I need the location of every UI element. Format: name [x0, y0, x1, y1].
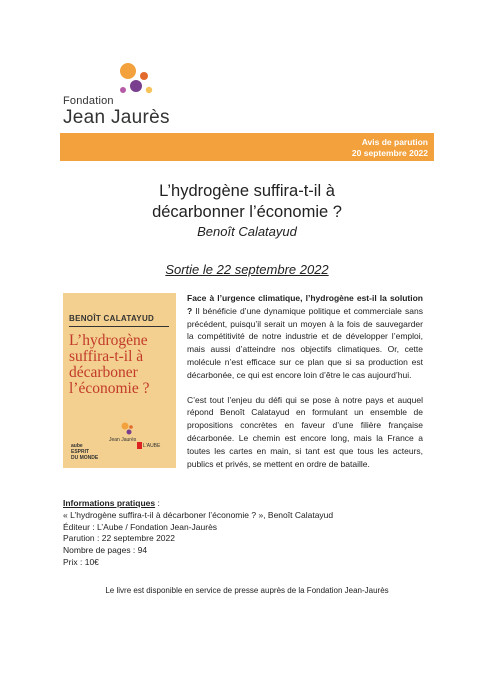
info-pages-line: Nombre de pages : 94	[63, 545, 148, 556]
book-cover	[63, 293, 176, 468]
cover-publisher: L'AUBE	[143, 443, 161, 449]
description-paragraph-1	[187, 292, 423, 382]
notice-label: Avis de parution	[361, 137, 428, 147]
info-heading-colon: :	[155, 498, 160, 508]
cover-title: L’hydrogène suffira-t-il à décarboner l’économie ?	[69, 332, 150, 397]
cover-author: BENOÎT CALATAYUD	[69, 314, 155, 323]
description-paragraph-2: C’est tout l’enjeu du défi qui se pose à notre pays et auquel répond Benoît Calatayud en formulant un ensemble de propositions concrètes en faveur d’une filière française décarbonée. Le chemin est encore long, mais la France a toutes les cartes en main, si tant est que tous les acteurs, publics et privés, se mettent en ordre de bataille.	[187, 394, 423, 469]
info-heading: Informations pratiques	[63, 498, 156, 508]
practical-info	[63, 498, 333, 569]
cover-collection-line-2: ESPRIT	[71, 449, 90, 455]
book-title-line-1: L’hydrogène suffira-t-il à	[159, 182, 335, 200]
cover-publisher-mark	[137, 442, 142, 449]
book-title	[60, 181, 434, 223]
cover-collection-line-3: DU MONDE	[71, 455, 99, 461]
cover-fondation-logo-icon	[107, 421, 137, 443]
info-title-line: « L’hydrogène suffira-t-il à décarboner l’économie ? », Benoît Calatayud	[63, 509, 334, 520]
info-price-line: Prix : 10€	[63, 556, 99, 567]
cover-publisher-collection	[71, 443, 98, 461]
info-heading-row	[63, 498, 333, 510]
description-lead: Face à l’urgence climatique, l’hydrogène est-il la solution ?	[187, 293, 423, 316]
notice-date: 20 septembre 2022	[351, 148, 428, 158]
cover-divider	[69, 326, 169, 327]
publication-notice-band	[60, 133, 434, 161]
info-publisher-line: Éditeur : L’Aube / Fondation Jean-Jaurès	[63, 521, 218, 532]
book-description	[187, 292, 423, 482]
info-release-line: Parution : 22 septembre 2022	[63, 533, 175, 544]
logo-wordmark: Jean Jaurès	[63, 107, 170, 128]
book-author: Benoît Calatayud	[197, 224, 297, 239]
cover-collection-line-1: aube	[71, 443, 83, 449]
press-availability-note: Le livre est disponible en service de presse auprès de la Fondation Jean-Jaurès	[105, 586, 389, 595]
release-date: Sortie le 22 septembre 2022	[165, 262, 329, 277]
book-title-line-2: décarbonner l’économie ?	[152, 203, 342, 221]
cover-logo-text: Jean Jaurès	[109, 437, 137, 443]
logo-wordmark-small: Fondation	[63, 95, 114, 107]
description-text-1: Il bénéficie d’une dynamique politique et commerciale sans précédent, puisqu’il serait un moyen à la fois de sauvegarder la compétitivité de notre industrie et de développer l’emploi, mais aussi d’atteindre nos objectifs climatiques. Or, cette molécule n’est efficace sur ce plan que si sa production est décarbonée, ce qui est encore loin d’être le cas aujourd’hui.	[187, 305, 423, 380]
